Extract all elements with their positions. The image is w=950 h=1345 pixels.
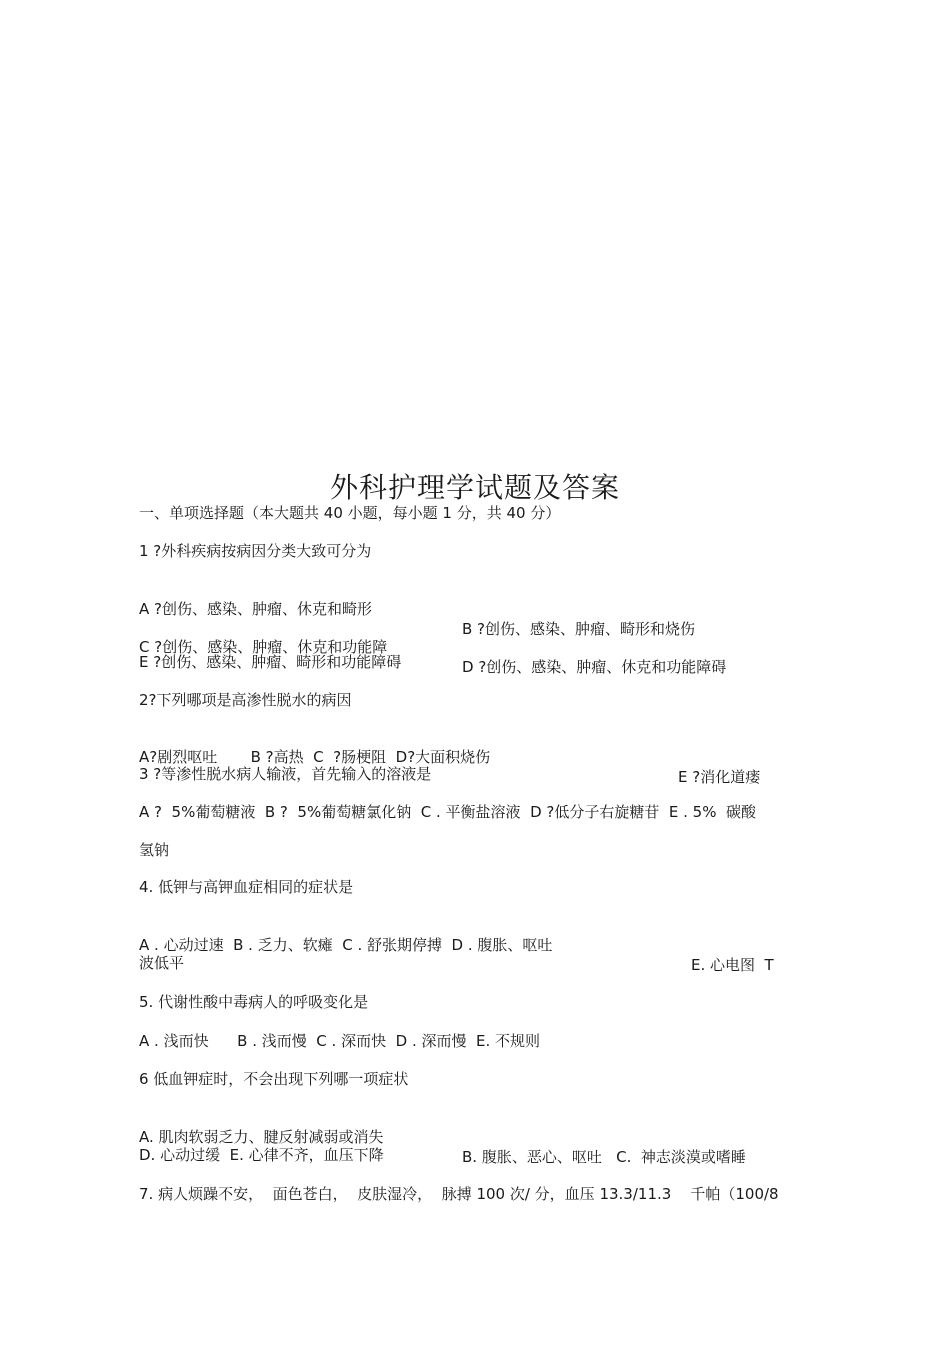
question-1-stem: 1 ?外科疾病按病因分类大致可分为 <box>139 542 372 560</box>
option-e: E ?消化道瘘 <box>678 768 761 786</box>
question-6-options-row-2: D. 心动过缓 E. 心律不齐，血压下降 <box>139 1146 384 1164</box>
option-e: E. 心电图 T <box>691 956 774 974</box>
option-e: E ?创伤、感染、肿瘤、畸形和功能障碍 <box>139 653 402 671</box>
question-3-options-cont: 氢钠 <box>139 841 170 859</box>
section-header: 一、单项选择题（本大题共 40 小题，每小题 1 分，共 40 分） <box>139 504 561 522</box>
option-d: D ?创伤、感染、肿瘤、休克和功能障碍 <box>462 658 727 676</box>
question-4-stem: 4. 低钾与高钾血症相同的症状是 <box>139 878 354 896</box>
question-3-options: A ? 5%葡萄糖液 B ? 5%葡萄糖氯化钠 C . 平衡盐溶液 D ?低分子右旋糖苷 E . 5% 碳酸 <box>139 803 756 821</box>
option-a: A. 肌肉软弱乏力、腱反射减弱或消失 <box>139 1128 384 1146</box>
options-b-c: B. 腹胀、恶心、呕吐 C. 神志淡漠或嗜睡 <box>462 1148 746 1166</box>
option-a: A ?创伤、感染、肿瘤、休克和畸形 <box>139 600 372 618</box>
option-b: B ?创伤、感染、肿瘤、畸形和烧伤 <box>462 620 696 638</box>
option-c: C ?创伤、感染、肿瘤、休克和功能障 <box>139 638 388 656</box>
question-5-options: A . 浅而快 B . 浅而慢 C . 深而快 D . 深而慢 E. 不规则 <box>139 1032 541 1050</box>
question-3-stem: 3 ?等渗性脱水病人输液，首先输入的溶液是 <box>139 765 432 783</box>
options-a-to-d: A?剧烈呕吐 B ?高热 C ?肠梗阻 D?大面积烧伤 <box>139 748 491 766</box>
question-4-options-cont: 波低平 <box>139 954 185 972</box>
options-a-to-d: A . 心动过速 B . 乏力、软瘫 C . 舒张期停搏 D . 腹胀、呕吐 <box>139 936 553 954</box>
question-5-stem: 5. 代谢性酸中毒病人的呼吸变化是 <box>139 993 369 1011</box>
page-title: 外科护理学试题及答案 <box>329 471 620 504</box>
question-7-stem: 7. 病人烦躁不安， 面色苍白， 皮肤湿冷， 脉搏 100 次/ 分，血压 13.3/11.3 千帕（100/8 <box>139 1185 779 1203</box>
question-4-options <box>139 915 819 975</box>
question-2-stem: 2?下列哪项是高渗性脱水的病因 <box>139 691 352 709</box>
question-6-stem: 6 低血钾症时，不会出现下列哪一项症状 <box>139 1070 409 1088</box>
